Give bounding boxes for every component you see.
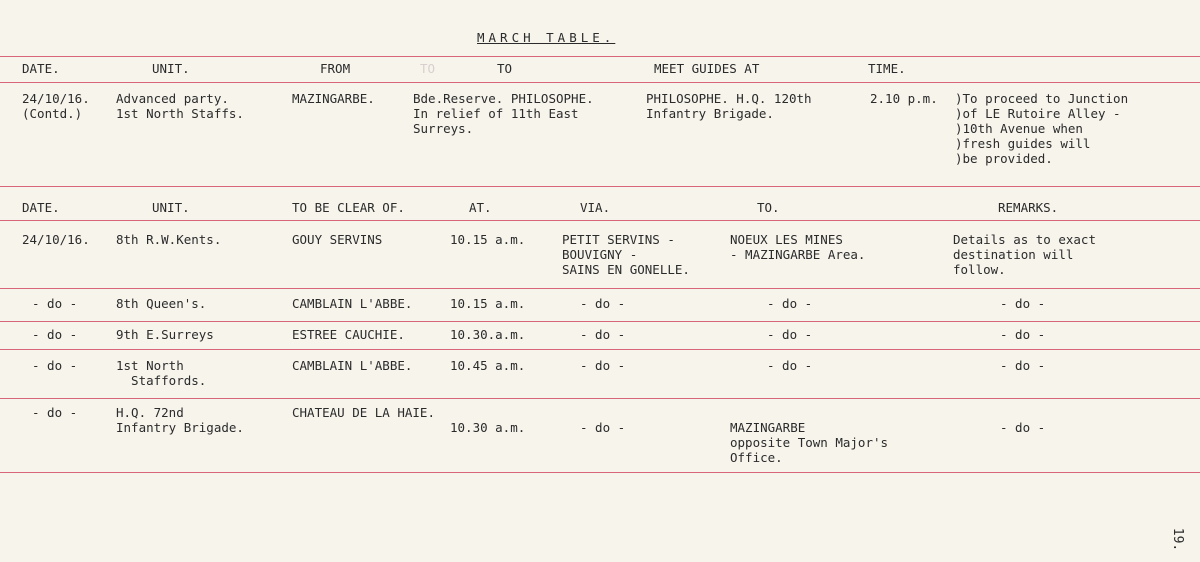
cell-via: - do - — [580, 420, 626, 435]
cell-date: 24/10/16. — [22, 232, 90, 247]
cell-date: - do - — [32, 405, 78, 420]
page-title: MARCH TABLE. — [477, 30, 616, 45]
header-unit: UNIT. — [152, 61, 190, 76]
rule-line — [0, 472, 1200, 473]
cell-date: - do - — [32, 358, 78, 373]
cell-to: NOEUX LES MINES - MAZINGARBE Area. — [730, 232, 866, 262]
header-via: VIA. — [580, 200, 611, 215]
rule-line — [0, 398, 1200, 399]
cell-date: 24/10/16. (Contd.) — [22, 91, 90, 121]
cell-remarks: Details as to exact destination will follow. — [953, 232, 1096, 277]
header-meet-guides: MEET GUIDES AT — [654, 61, 760, 76]
cell-remarks: - do - — [1000, 296, 1046, 311]
cell-via: PETIT SERVINS - BOUVIGNY - SAINS EN GONELLE. — [562, 232, 690, 277]
cell-to: Bde.Reserve. PHILOSOPHE. In relief of 11th East Surreys. — [413, 91, 594, 136]
cell-time: 2.10 p.m. — [870, 91, 938, 106]
cell-to: - do - — [767, 358, 813, 373]
page-number: 19. — [1170, 527, 1186, 552]
header-date: DATE. — [22, 200, 60, 215]
cell-at: 10.15 a.m. — [450, 232, 526, 247]
cell-via: - do - — [580, 296, 626, 311]
rule-line — [0, 186, 1200, 187]
header-to: TO — [497, 61, 513, 76]
cell-at: 10.30.a.m. — [450, 327, 526, 342]
rule-line — [0, 321, 1200, 322]
cell-to: - do - — [767, 296, 813, 311]
rule-line — [0, 82, 1200, 83]
cell-clear-of: CHATEAU DE LA HAIE. — [292, 405, 435, 420]
header-from: FROM — [320, 61, 351, 76]
cell-unit: 8th Queen's. — [116, 296, 207, 311]
header-time: TIME. — [868, 61, 906, 76]
rule-line — [0, 56, 1200, 57]
cell-clear-of: ESTREE CAUCHIE. — [292, 327, 405, 342]
cell-via: - do - — [580, 327, 626, 342]
header-at: AT. — [469, 200, 492, 215]
rule-line — [0, 220, 1200, 221]
cell-to: - do - — [767, 327, 813, 342]
rule-line — [0, 349, 1200, 350]
cell-from: MAZINGARBE. — [292, 91, 375, 106]
header-clear-of: TO BE CLEAR OF. — [292, 200, 405, 215]
cell-via: - do - — [580, 358, 626, 373]
cell-remarks: - do - — [1000, 420, 1046, 435]
cell-clear-of: GOUY SERVINS — [292, 232, 383, 247]
header-unit: UNIT. — [152, 200, 190, 215]
cell-unit: H.Q. 72nd Infantry Brigade. — [116, 405, 244, 435]
cell-remarks: - do - — [1000, 358, 1046, 373]
cell-clear-of: CAMBLAIN L'ABBE. — [292, 296, 413, 311]
header-remarks: REMARKS. — [998, 200, 1059, 215]
cell-remarks: )To proceed to Junction )of LE Rutoire Alley - )10th Avenue when )fresh guides will )be provided. — [955, 91, 1129, 166]
cell-date: - do - — [32, 296, 78, 311]
header-to-struck: TO — [420, 61, 436, 76]
header-date: DATE. — [22, 61, 60, 76]
header-to: TO. — [757, 200, 780, 215]
rule-line — [0, 288, 1200, 289]
cell-unit: 8th R.W.Kents. — [116, 232, 222, 247]
cell-unit: 9th E.Surreys — [116, 327, 214, 342]
cell-at: 10.15 a.m. — [450, 296, 526, 311]
cell-date: - do - — [32, 327, 78, 342]
cell-unit: Advanced party. 1st North Staffs. — [116, 91, 244, 121]
cell-clear-of: CAMBLAIN L'ABBE. — [292, 358, 413, 373]
cell-unit: 1st North Staffords. — [116, 358, 207, 388]
cell-to: MAZINGARBE opposite Town Major's Office. — [730, 420, 889, 465]
cell-remarks: - do - — [1000, 327, 1046, 342]
cell-meet-guides: PHILOSOPHE. H.Q. 120th Infantry Brigade. — [646, 91, 812, 121]
cell-at: 10.45 a.m. — [450, 358, 526, 373]
cell-at: 10.30 a.m. — [450, 420, 526, 435]
